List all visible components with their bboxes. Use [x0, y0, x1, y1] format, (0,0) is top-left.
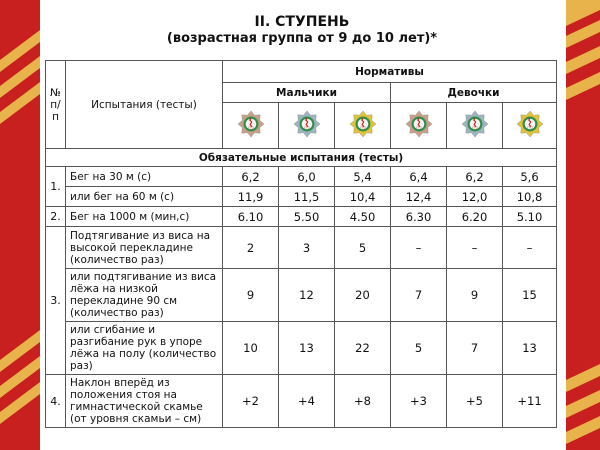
header-tests: Испытания (тесты)	[66, 61, 223, 149]
page-subtitle: (возрастная группа от 9 до 10 лет)*	[166, 31, 438, 46]
row-number: 1.	[46, 167, 66, 207]
norm-value: +8	[335, 375, 391, 428]
silver-gto-badge-icon	[462, 111, 488, 137]
norm-value: 7	[447, 322, 503, 375]
header-mandatory: Обязательные испытания (тесты)	[46, 149, 557, 167]
norm-value: 6.20	[447, 207, 503, 227]
header-boys: Мальчики	[223, 83, 391, 103]
table-row	[46, 187, 557, 207]
header-num: № п/п	[46, 61, 66, 149]
badge-label: ГТО	[359, 126, 366, 130]
norm-value: 12,4	[391, 187, 447, 207]
table-row	[46, 322, 557, 375]
badge-cell	[223, 103, 279, 149]
norm-value: 5,6	[503, 167, 557, 187]
norm-value: 3	[279, 227, 335, 269]
norm-value: 12	[279, 269, 335, 322]
test-name: Бег на 1000 м (мин,с)	[66, 207, 223, 227]
table-row	[46, 227, 557, 269]
norms-table	[45, 60, 557, 428]
norm-value: 11,5	[279, 187, 335, 207]
norm-value: 6,2	[447, 167, 503, 187]
norm-value: 10,8	[503, 187, 557, 207]
norm-value: 13	[279, 322, 335, 375]
test-name: или бег на 60 м (с)	[66, 187, 223, 207]
badge-cell	[503, 103, 557, 149]
test-name: Наклон вперёд из положения стоя на гимнастической скамье (от уровня скамьи – см)	[66, 375, 223, 428]
test-name: Бег на 30 м (с)	[66, 167, 223, 187]
title-block	[44, 14, 560, 47]
norm-value: 10,4	[335, 187, 391, 207]
table-row	[46, 269, 557, 322]
header-norms: Нормативы	[223, 61, 557, 83]
norm-value: –	[503, 227, 557, 269]
left-ribbon-decoration	[0, 0, 40, 450]
norm-value: 11,9	[223, 187, 279, 207]
norm-value: 4.50	[335, 207, 391, 227]
norm-value: –	[391, 227, 447, 269]
norm-value: 10	[223, 322, 279, 375]
norm-value: 9	[223, 269, 279, 322]
norm-value: 2	[223, 227, 279, 269]
norm-value: 20	[335, 269, 391, 322]
header-row-norms	[46, 61, 557, 83]
norm-value: 5	[335, 227, 391, 269]
data-rows	[46, 167, 557, 428]
norm-value: 5,4	[335, 167, 391, 187]
table-row	[46, 207, 557, 227]
badge-cell	[391, 103, 447, 149]
norm-value: 7	[391, 269, 447, 322]
badge-cell	[279, 103, 335, 149]
norm-value: 5.50	[279, 207, 335, 227]
norm-value: 6,2	[223, 167, 279, 187]
norm-value: 13	[503, 322, 557, 375]
badge-label: ГТО	[471, 126, 478, 130]
norm-value: 5.10	[503, 207, 557, 227]
norm-value: 22	[335, 322, 391, 375]
test-name: или подтягивание из виса лёжа на низкой перекладине 90 см (количество раз)	[66, 269, 223, 322]
gold-gto-badge-icon	[517, 111, 543, 137]
badge-label: ГТО	[526, 126, 533, 130]
norm-value: 6.30	[391, 207, 447, 227]
norm-value: +11	[503, 375, 557, 428]
gold-gto-badge-icon	[350, 111, 376, 137]
norm-value: 9	[447, 269, 503, 322]
table-row	[46, 375, 557, 428]
row-number: 2.	[46, 207, 66, 227]
header-girls: Девочки	[391, 83, 557, 103]
row-number: 4.	[46, 375, 66, 428]
norm-value: +2	[223, 375, 279, 428]
badge-label: ГТО	[415, 126, 422, 130]
badge-label: ГТО	[247, 126, 254, 130]
badge-label: ГТО	[303, 126, 310, 130]
test-name: Подтягивание из виса на высокой перекладине (количество раз)	[66, 227, 223, 269]
page-title: II. СТУПЕНЬ	[254, 14, 350, 30]
norm-value: +5	[447, 375, 503, 428]
bronze-gto-badge-icon	[406, 111, 432, 137]
right-ribbon-decoration	[566, 0, 600, 450]
norm-value: +3	[391, 375, 447, 428]
test-name: или сгибание и разгибание рук в упоре лёжа на полу (количество раз)	[66, 322, 223, 375]
norm-value: 5	[391, 322, 447, 375]
norm-value: 15	[503, 269, 557, 322]
header-row-mandatory	[46, 149, 557, 167]
norm-value: 12,0	[447, 187, 503, 207]
norm-value: 6.10	[223, 207, 279, 227]
badge-cell	[447, 103, 503, 149]
table-row	[46, 167, 557, 187]
silver-gto-badge-icon	[294, 111, 320, 137]
norm-value: 6,4	[391, 167, 447, 187]
row-number: 3.	[46, 227, 66, 375]
bronze-gto-badge-icon	[238, 111, 264, 137]
norm-value: 6,0	[279, 167, 335, 187]
norm-value: +4	[279, 375, 335, 428]
norm-value: –	[447, 227, 503, 269]
badge-cell	[335, 103, 391, 149]
